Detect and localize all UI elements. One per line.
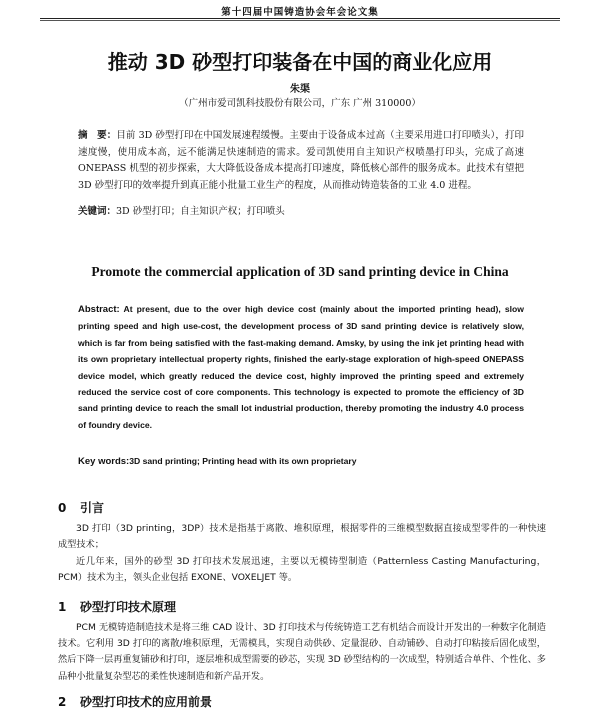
abstract-en-label: Abstract: bbox=[78, 304, 120, 315]
author-affiliation: （广州市爱司凯科技股份有限公司，广东 广州 310000） bbox=[179, 98, 421, 109]
header-rule bbox=[40, 18, 560, 19]
keywords-cn-text: 3D 砂型打印；自主知识产权；打印喷头 bbox=[116, 206, 285, 217]
paper-title-cn: 推动 3D 砂型打印装备在中国的商业化应用 bbox=[107, 50, 493, 74]
keywords-en-text: 3D sand printing; Printing head with its own proprietary bbox=[129, 456, 357, 466]
section-title: 引言 bbox=[80, 501, 105, 515]
abstract-cn-label: 摘 要： bbox=[78, 130, 117, 141]
section-number: 1 bbox=[58, 600, 67, 614]
author-name: 朱渠 bbox=[290, 84, 310, 95]
running-header: 第十四届中国铸造协会年会论文集 bbox=[221, 7, 379, 18]
abstract-en bbox=[78, 301, 524, 433]
abstract-en-text: At present, due to the over high device cost (mainly about the imported printing head), slow printing speed and high use-cost, the development process of 3D sand printing device is relatively slow, which is far from being satisfied with the fast-making demand. Amsky, by using the ink jet printing head with its own proprietary intellectual property rights, finished the early-stage exploration of high-speed ONEPASS device model, which greatly reduced the device cost, highly improved the printing speed and extremely reduced the service cost of core components. This technology is expected to promote the efficiency of 3D sand printing device to reach the small lot industrial production, thereby promoting the industry 4.0 process of foundry device. bbox=[78, 304, 524, 430]
keywords-cn-label: 关键词： bbox=[78, 206, 117, 217]
section-heading-1 bbox=[58, 598, 538, 615]
abstract-cn-text: 目前 3D 砂型打印在中国发展速程缓慢。主要由于设备成本过高（主要采用进口打印喷头），打印速度慢，使用成本高，远不能满足快速制造的需求。爱司凯使用自主知识产权喷墨打印头，完成了高速 ONEPASS 机型的初步探索，大大降低设备成本提高打印速度，降低核心部件的服务成本。此技术有望把 3D 砂型打印的效率提升到真正能小批量工业生产的程度，从而推动铸造装备的工业 4.0 进程。 bbox=[78, 130, 524, 191]
section-heading-0 bbox=[58, 499, 538, 516]
section-number: 0 bbox=[58, 501, 67, 515]
section-0-paragraph-2: 近几年来，国外的砂型 3D 打印技术发展迅速，主要以无模铸型制造（Patternless Casting Manufacturing，PCM）技术为主，领头企业包括 EXONE、VOXELJET 等。 bbox=[58, 556, 546, 584]
section-title: 砂型打印技术的应用前景 bbox=[80, 695, 213, 709]
abstract-cn bbox=[78, 128, 524, 194]
section-heading-2 bbox=[58, 693, 538, 710]
header-rule-thin bbox=[40, 20, 560, 21]
section-number: 2 bbox=[58, 695, 67, 709]
keywords-en-label: Key words: bbox=[78, 456, 130, 467]
keywords-en bbox=[78, 456, 524, 467]
section-0-paragraph-1: 3D 打印（3D printing，3DP）技术是指基于离散、堆积原理，根据零件的三维模型数据直接成型零件的一种快速成型技术； bbox=[58, 523, 546, 551]
section-1-paragraph-1: PCM 无模铸造制造技术是将三维 CAD 设计、3D 打印技术与传统铸造工艺有机结合而设计开发出的一种数字化制造技术。它利用 3D 打印的离散/堆积原理，无需模具，实现自动供砂、定量混砂、自动铺砂、自动打印粘接后固化成型，然后下降一层再重复铺砂和打印，逐层堆积成型需要的砂芯，实现 3D 砂型结构的一次成型，特别适合单件、个性化、多品种小批量复杂型芯的柔性快速制造和新产品开发。 bbox=[58, 622, 546, 682]
keywords-cn bbox=[78, 203, 524, 217]
section-title: 砂型打印技术原理 bbox=[80, 600, 177, 614]
paper-title-en: Promote the commercial application of 3D sand printing device in China bbox=[91, 264, 509, 279]
